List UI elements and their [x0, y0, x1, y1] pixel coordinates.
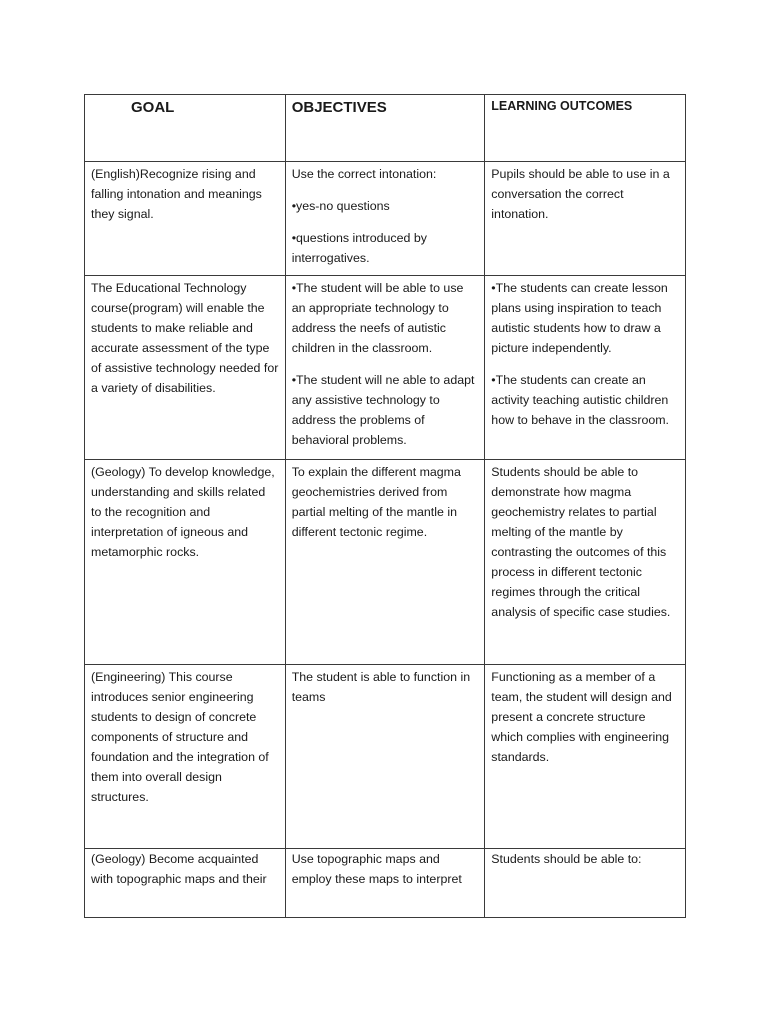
header-objectives-cell: [285, 95, 485, 162]
objectives-cell: [285, 665, 485, 849]
objective-text: Use topographic maps and employ these maps to interpret: [291, 852, 462, 886]
outcome-bullet: •The students can create lesson plans using inspiration to teach autistic students how to draw a picture independently.: [491, 281, 668, 355]
header-learning-outcomes-cell: [485, 95, 686, 162]
objective-text: The student is able to function in teams: [291, 670, 471, 704]
table-row: [85, 162, 686, 276]
table-row: [85, 460, 686, 665]
goal-cell: [85, 849, 286, 918]
header-goal-cell: [85, 95, 286, 162]
goal-cell: [85, 276, 286, 460]
table-row: [85, 276, 686, 460]
goal-cell: [85, 665, 286, 849]
table-row: [85, 665, 686, 849]
goal-text: (Engineering) This course introduces senior engineering students to design of concrete components of structure and foundation and the integration of them into overall design structures.: [91, 670, 269, 804]
objective-text: Use the correct intonation:: [291, 167, 437, 181]
objectives-cell: [285, 460, 485, 665]
outcomes-cell: [485, 276, 686, 460]
header-learning-outcomes: LEARNING OUTCOMES: [491, 99, 633, 113]
outcome-text: Pupils should be able to use in a conversation the correct intonation.: [491, 167, 670, 221]
goal-cell: [85, 162, 286, 276]
goal-text: (Geology) To develop knowledge, understanding and skills related to the recognition and interpretation of igneous and metamorphic rocks.: [91, 465, 275, 559]
objective-bullet: •yes-no questions: [291, 199, 390, 213]
objective-bullet: •The student will be able to use an appropriate technology to address the neefs of autistic children in the classroom.: [291, 281, 464, 355]
objectives-cell: [285, 276, 485, 460]
goal-text: (Geology) Become acquainted with topographic maps and their: [91, 852, 267, 886]
objectives-cell: [285, 162, 485, 276]
objectives-cell: [285, 849, 485, 918]
outcome-bullet: •The students can create an activity teaching autistic children how to behave in the classroom.: [491, 373, 669, 427]
outcome-text: Functioning as a member of a team, the student will design and present a concrete structure which complies with engineering standards.: [491, 670, 672, 764]
outcomes-cell: [485, 162, 686, 276]
goal-cell: [85, 460, 286, 665]
objective-bullet: •The student will ne able to adapt any assistive technology to address the problems of behavioral problems.: [291, 373, 475, 447]
outcomes-cell: [485, 460, 686, 665]
header-objectives: OBJECTIVES: [291, 99, 387, 116]
objective-text: To explain the different magma geochemistries derived from partial melting of the mantle in different tectonic regime.: [291, 465, 461, 539]
outcome-text: Students should be able to demonstrate how magma geochemistry relates to partial melting of the mantle by contrasting the outcomes of this process in different tectonic regimes through the critical analysis of specific case studies.: [491, 465, 671, 619]
header-goal: GOAL: [131, 99, 175, 116]
table-row: [85, 849, 686, 918]
objective-bullet: •questions introduced by interrogatives.: [291, 231, 427, 265]
outcomes-cell: [485, 665, 686, 849]
outcome-text: Students should be able to:: [491, 852, 642, 866]
goal-text: (English)Recognize rising and falling intonation and meanings they signal.: [91, 167, 262, 221]
table-header-row: [85, 95, 686, 162]
goals-objectives-outcomes-table: [84, 94, 686, 918]
goal-text: The Educational Technology course(program) will enable the students to make reliable and accurate assessment of the type of assistive technology needed for a variety of disabilities.: [91, 281, 279, 395]
outcomes-cell: [485, 849, 686, 918]
